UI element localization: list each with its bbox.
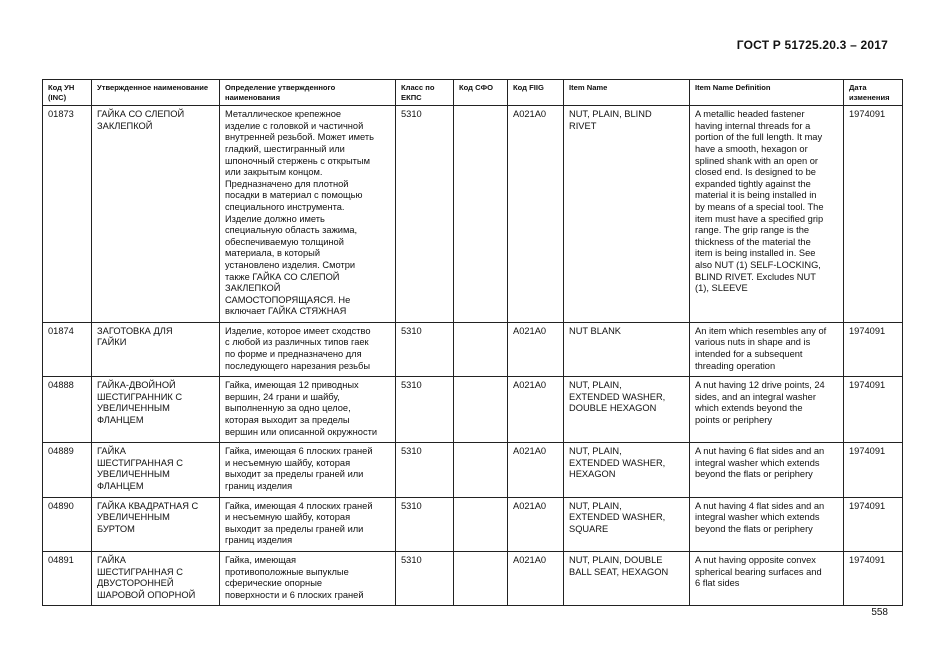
cell-definition: Гайка, имеющая 6 плоских граней и несъемную шайбу, которая выходит за пределы граней или границ изделия: [220, 443, 396, 497]
cell-sfo-code: [454, 443, 508, 497]
cell-ekps-class: 5310: [396, 551, 454, 605]
cell-item-name: NUT, PLAIN, EXTENDED WASHER, SQUARE: [564, 497, 690, 551]
cell-fiig-code: A021A0: [508, 443, 564, 497]
table-row: [43, 106, 903, 323]
cell-item-name: NUT, PLAIN, EXTENDED WASHER, DOUBLE HEXAGON: [564, 377, 690, 443]
table-row: [43, 322, 903, 376]
cell-inc: 01874: [43, 322, 92, 376]
col-header-fiig-code: Код FIIG: [508, 80, 564, 106]
cell-approved-name: ГАЙКА СО СЛЕПОЙ ЗАКЛЕПКОЙ: [92, 106, 220, 323]
col-header-inc: Код УН (INC): [43, 80, 92, 106]
cell-inc: 04890: [43, 497, 92, 551]
cell-approved-name: ГАЙКА ШЕСТИГРАННАЯ С УВЕЛИЧЕННЫМ ФЛАНЦЕМ: [92, 443, 220, 497]
cell-sfo-code: [454, 551, 508, 605]
col-header-approved-name: Утвержденное наименование: [92, 80, 220, 106]
col-header-item-name: Item Name: [564, 80, 690, 106]
cell-change-date: 1974091: [844, 551, 903, 605]
cell-approved-name: ГАЙКА ШЕСТИГРАННАЯ С ДВУСТОРОННЕЙ ШАРОВОЙ ОПОРНОЙ: [92, 551, 220, 605]
col-header-change-date: Дата изменения: [844, 80, 903, 106]
cell-ekps-class: 5310: [396, 377, 454, 443]
cell-item-name: NUT, PLAIN, EXTENDED WASHER, HEXAGON: [564, 443, 690, 497]
cell-fiig-code: A021A0: [508, 322, 564, 376]
col-header-sfo-code: Код СФО: [454, 80, 508, 106]
cell-item-name-definition: A nut having 6 flat sides and an integral washer which extends beyond the flats or periphery: [690, 443, 844, 497]
cell-sfo-code: [454, 377, 508, 443]
cell-item-name: NUT, PLAIN, BLIND RIVET: [564, 106, 690, 323]
col-header-item-name-definition: Item Name Definition: [690, 80, 844, 106]
cell-ekps-class: 5310: [396, 322, 454, 376]
cell-inc: 04888: [43, 377, 92, 443]
cell-item-name-definition: A nut having opposite convex spherical bearing surfaces and 6 flat sides: [690, 551, 844, 605]
cell-item-name-definition: An item which resembles any of various nuts in shape and is intended for a subsequent threading operation: [690, 322, 844, 376]
col-header-ekps-class: Класс по ЕКПС: [396, 80, 454, 106]
cell-definition: Изделие, которое имеет сходство с любой из различных типов гаек по форме и предназначено для последующего нарезания резьбы: [220, 322, 396, 376]
cell-sfo-code: [454, 497, 508, 551]
table-row: [43, 497, 903, 551]
table-row: [43, 443, 903, 497]
table-header-row: [43, 80, 903, 106]
page-number: 558: [871, 607, 888, 618]
cell-sfo-code: [454, 106, 508, 323]
cell-sfo-code: [454, 322, 508, 376]
cell-fiig-code: A021A0: [508, 106, 564, 323]
cell-ekps-class: 5310: [396, 443, 454, 497]
cell-item-name: NUT BLANK: [564, 322, 690, 376]
cell-inc: 04889: [43, 443, 92, 497]
cell-definition: Гайка, имеющая 12 приводных вершин, 24 грани и шайбу, выполненную за одно целое, которая выходит за пределы вершин или описанной окружности: [220, 377, 396, 443]
cell-fiig-code: A021A0: [508, 377, 564, 443]
cell-fiig-code: A021A0: [508, 551, 564, 605]
cell-ekps-class: 5310: [396, 497, 454, 551]
cell-definition: Металлическое крепежное изделие с головкой и частичной внутренней резьбой. Может иметь гладкий, шестигранный или шпоночный стержень с открытым или закрытым концом. Предназначено для плотной посадки в материал с помощью специального инструмента. Изделие должно иметь специальную область зажима, обеспечиваемую толщиной материала, в который установлено изделия. Смотри также ГАЙКА СО СЛЕПОЙ ЗАКЛЕПКОЙ САМОСТОПОРЯЩАЯСЯ. Не включает ГАЙКА СТЯЖНАЯ: [220, 106, 396, 323]
table-row: [43, 551, 903, 605]
cell-change-date: 1974091: [844, 497, 903, 551]
cell-inc: 01873: [43, 106, 92, 323]
cell-change-date: 1974091: [844, 106, 903, 323]
cell-definition: Гайка, имеющая 4 плоских граней и несъемную шайбу, которая выходит за пределы граней или границ изделия: [220, 497, 396, 551]
col-header-definition: Определение утвержденного наименования: [220, 80, 396, 106]
cell-ekps-class: 5310: [396, 106, 454, 323]
cell-inc: 04891: [43, 551, 92, 605]
cell-approved-name: ГАЙКА-ДВОЙНОЙ ШЕСТИГРАННИК С УВЕЛИЧЕННЫМ ФЛАНЦЕМ: [92, 377, 220, 443]
cell-change-date: 1974091: [844, 443, 903, 497]
cell-item-name-definition: A metallic headed fastener having internal threads for a portion of the full length. It may have a smooth, hexagon or splined shank with an open or closed end. Is designed to be expanded tightly against the material it is being installed in by means of a special tool. The item must have a specified grip range. The grip range is the thickness of the material the item is being installed in. See also NUT (1) SELF-LOCKING, BLIND RIVET. Excludes NUT (1), SLEEVE: [690, 106, 844, 323]
table-row: [43, 377, 903, 443]
cell-definition: Гайка, имеющая противоположные выпуклые сферические опорные поверхности и 6 плоских граней: [220, 551, 396, 605]
document-number: ГОСТ Р 51725.20.3 – 2017: [736, 38, 888, 52]
cell-item-name-definition: A nut having 4 flat sides and an integral washer which extends beyond the flats or periphery: [690, 497, 844, 551]
cell-change-date: 1974091: [844, 322, 903, 376]
cell-change-date: 1974091: [844, 377, 903, 443]
cell-approved-name: ГАЙКА КВАДРАТНАЯ С УВЕЛИЧЕННЫМ БУРТОМ: [92, 497, 220, 551]
item-name-table: [42, 79, 903, 606]
cell-fiig-code: A021A0: [508, 497, 564, 551]
cell-approved-name: ЗАГОТОВКА ДЛЯ ГАЙКИ: [92, 322, 220, 376]
cell-item-name-definition: A nut having 12 drive points, 24 sides, and an integral washer which extends beyond the points or periphery: [690, 377, 844, 443]
cell-item-name: NUT, PLAIN, DOUBLE BALL SEAT, HEXAGON: [564, 551, 690, 605]
